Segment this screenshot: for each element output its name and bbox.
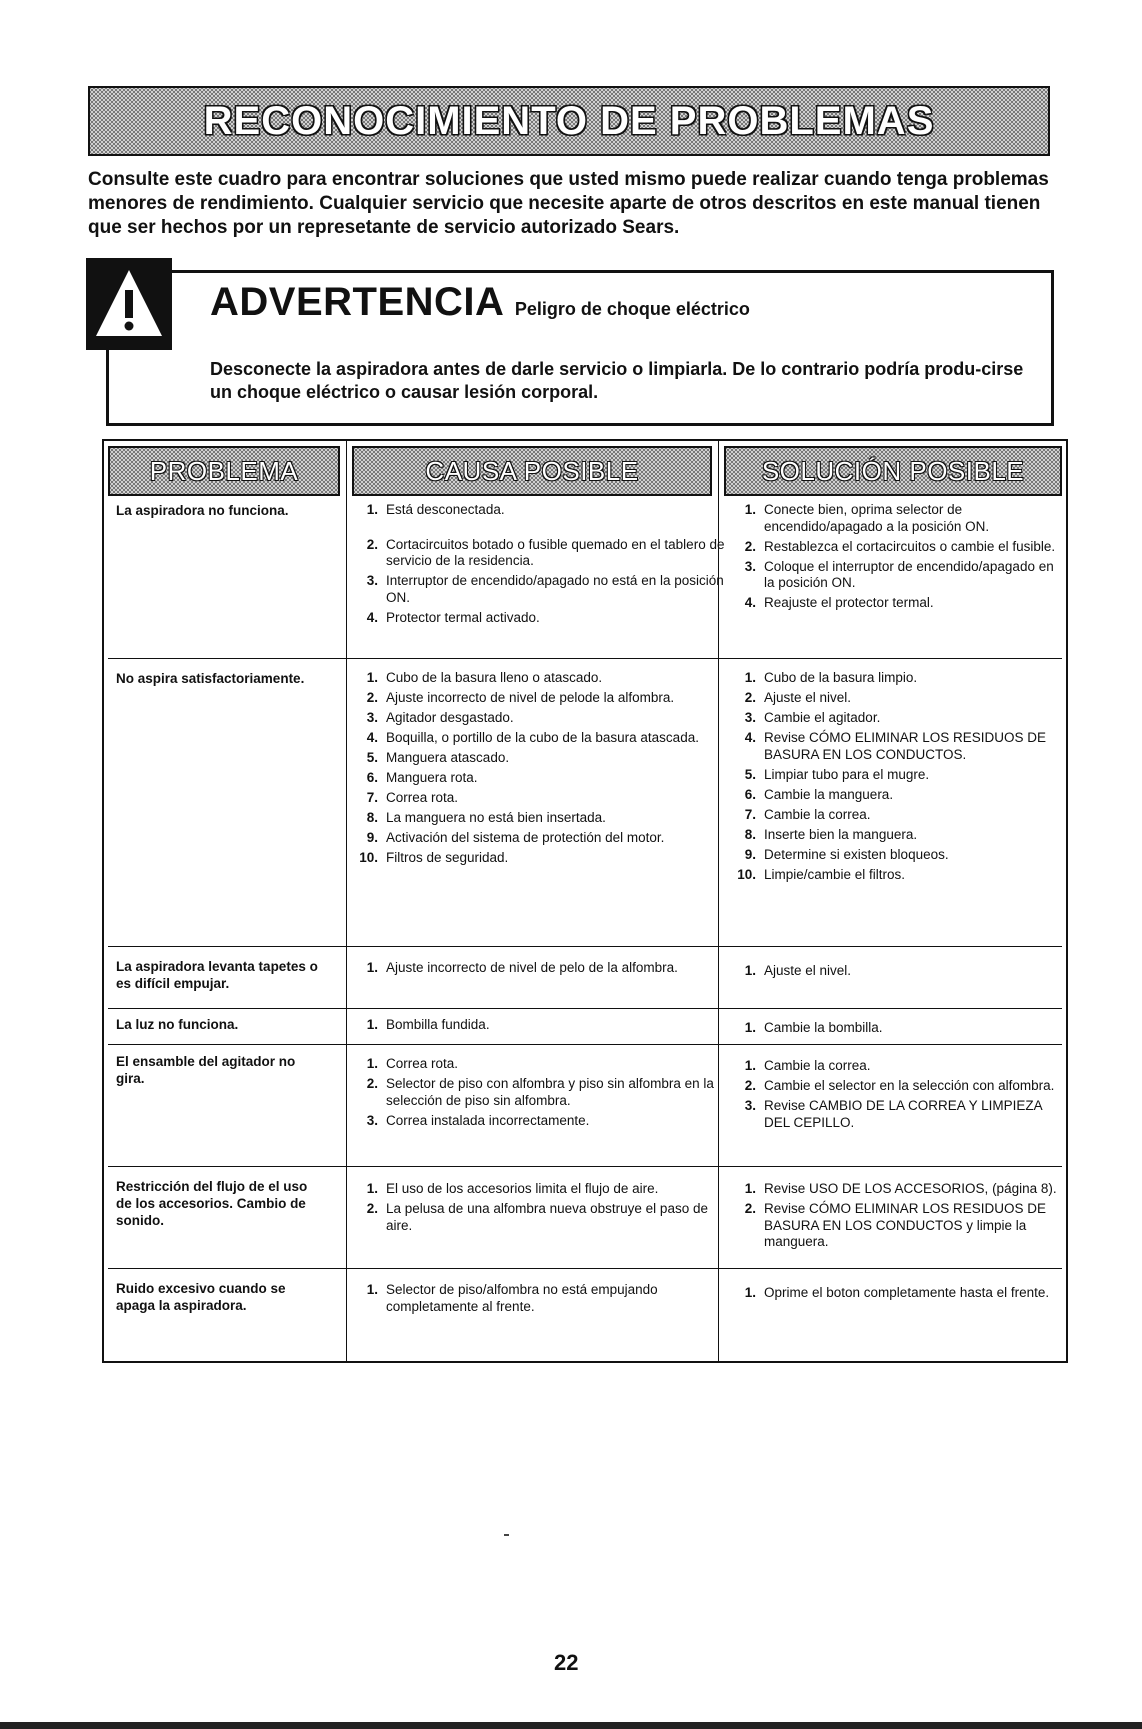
list-item: 7. Correa rota. — [366, 790, 459, 805]
column-divider — [346, 440, 347, 1362]
list-item: 5. Limpiar tubo para el mugre. — [744, 766, 930, 782]
page-number: 22 — [554, 1650, 579, 1675]
list-item: 1. Correa rota. — [366, 1056, 459, 1071]
solution-list — [730, 502, 1058, 615]
cause-list — [352, 1056, 728, 1133]
list-item: 1. Cambie la correa. — [744, 1058, 871, 1073]
solution-list — [730, 1020, 1058, 1040]
list-item: 2. La pelusa de una alfombra nueva obstruye el paso de aire. — [366, 1201, 708, 1233]
page-title: RECONOCIMIENTO DE PROBLEMAS — [203, 98, 935, 143]
problem-cell: El ensamble del agitador no gira. — [116, 1054, 296, 1086]
warning-heading — [210, 280, 750, 325]
list-item: 4. Boquilla, o portillo de la cubo de la basura atascada. — [366, 730, 699, 745]
list-item: 9. Determine si existen bloqueos. — [744, 846, 949, 862]
warning-icon — [86, 258, 172, 350]
solution-list — [730, 670, 1058, 887]
row-divider — [108, 658, 1062, 659]
header-solution: SOLUCIÓN POSIBLE — [724, 446, 1062, 496]
warning-text: Desconecte la aspiradora antes de darle servicio o limpiarla. De lo contrario podría produ-cirse un choque eléctrico o causar lesión corporal. — [210, 359, 1024, 402]
list-item: 2. Cortacircuitos botado o fusible quemado en el tablero de servicio de la residencia. — [366, 536, 725, 568]
problem-cell: No aspira satisfactoriamente. — [116, 671, 305, 686]
solution-list — [730, 1285, 1058, 1305]
list-item: 6. Cambie la manguera. — [744, 786, 894, 802]
list-item: 4. Protector termal activado. — [366, 609, 540, 625]
list-item: 8. Inserte bien la manguera. — [744, 826, 918, 842]
list-item: 5. Manguera atascado. — [366, 750, 510, 765]
problem-cell: La luz no funciona. — [116, 1017, 239, 1032]
list-item: 1. Ajuste el nivel. — [744, 963, 852, 978]
row-divider — [108, 946, 1062, 947]
scan-edge — [0, 1722, 1142, 1729]
list-item: 7. Cambie la correa. — [744, 806, 871, 822]
cause-list — [352, 1017, 728, 1037]
problem-cell: Restricción del flujo de el uso de los accesorios. Cambio de sonido. — [116, 1179, 308, 1228]
solution-list — [730, 1181, 1058, 1254]
list-item: 3. Coloque el interruptor de encendido/apagado en la posición ON. — [744, 558, 1054, 590]
list-item: 2. Revise CÓMO ELIMINAR LOS RESIDUOS DE BASURA EN LOS CONDUCTOS y limpie la manguera. — [744, 1201, 1047, 1249]
cause-list — [352, 960, 728, 980]
list-item: 1. Cubo de la basura limpio. — [744, 670, 918, 685]
list-item: 3. Correa instalada incorrectamente. — [366, 1112, 590, 1128]
warning-title: ADVERTENCIA — [210, 280, 505, 324]
list-item: 6. Manguera rota. — [366, 770, 478, 785]
row-divider — [108, 1008, 1062, 1009]
intro-paragraph: Consulte este cuadro para encontrar soluciones que usted mismo puede realizar cuando tenga problemas menores de rendimiento. Cualquier servicio que necesite aparte de otros descritos en este manual tienen que ser hechos por un represetante de servicio autorizado Sears. — [88, 169, 1049, 238]
solution-list — [730, 1058, 1058, 1135]
list-item: 1. Bombilla fundida. — [366, 1017, 490, 1032]
list-item: 1. Cubo de la basura lleno o atascado. — [366, 670, 603, 685]
list-item: 3. Interruptor de encendido/apagado no está en la posición ON. — [366, 573, 724, 605]
list-item: 2. Restablezca el cortacircuitos o cambie el fusible. — [744, 538, 1056, 554]
list-item: 1. Cambie la bombilla. — [744, 1020, 883, 1035]
list-item: 1. Selector de piso/alfombra no está empujando completamente al frente. — [366, 1282, 658, 1314]
header-problem: PROBLEMA — [108, 446, 340, 496]
list-item: 9. Activación del sistema de protectión del motor. — [366, 830, 665, 845]
list-item: 2. Selector de piso con alfombra y piso sin alfombra en la selección de piso sin alfombra. — [366, 1076, 714, 1108]
problem-cell: Ruido excesivo cuando se apaga la aspiradora. — [116, 1281, 286, 1313]
problem-cell: La aspiradora no funciona. — [116, 503, 289, 518]
list-item: 3. Revise CAMBIO DE LA CORREA Y LIMPIEZA DEL CEPILLO. — [744, 1098, 1042, 1130]
problem-cell: La aspiradora levanta tapetes o es difícil empujar. — [116, 959, 318, 991]
list-item: 1. Ajuste incorrecto de nivel de pelo de la alfombra. — [366, 960, 678, 975]
cause-list — [352, 670, 728, 870]
row-divider — [108, 1166, 1062, 1167]
list-item: 8. La manguera no está bien insertada. — [366, 810, 606, 825]
list-item: 4. Reajuste el protector termal. — [744, 595, 934, 610]
list-item: 10. Limpie/cambie el filtros. — [737, 866, 906, 882]
list-item: 1. Oprime el boton completamente hasta el frente. — [744, 1285, 1050, 1300]
list-item: 2. Cambie el selector en la selección con alfombra. — [744, 1078, 1055, 1093]
list-item: 1. Revise USO DE LOS ACCESORIOS, (página 8). — [744, 1181, 1057, 1196]
solution-list — [730, 963, 1058, 983]
cause-list — [352, 1181, 728, 1238]
print-speck — [504, 1534, 509, 1536]
row-divider — [108, 1044, 1062, 1045]
row-divider — [108, 1268, 1062, 1269]
list-item: 1. Conecte bien, oprima selector de encendido/apagado a la posición ON. — [744, 502, 990, 534]
list-item: 1. El uso de los accesorios limita el flujo de aire. — [366, 1181, 659, 1196]
header-cause: CAUSA POSIBLE — [352, 446, 712, 496]
list-item: 4. Revise CÓMO ELIMINAR LOS RESIDUOS DE BASURA EN LOS CONDUCTOS. — [744, 730, 1047, 762]
list-item: 3. Agitador desgastado. — [366, 710, 514, 725]
list-item: 3. Cambie el agitador. — [744, 710, 881, 725]
cause-list — [352, 1282, 728, 1319]
title-banner — [88, 86, 1050, 156]
list-item: 2. Ajuste incorrecto de nivel de pelode la alfombra. — [366, 690, 675, 705]
list-item: 2. Ajuste el nivel. — [744, 690, 852, 705]
warning-subtitle: Peligro de choque eléctrico — [514, 299, 750, 319]
cause-list — [352, 502, 728, 630]
list-item: 1. Está desconectada. — [366, 502, 505, 517]
list-item: 10. Filtros de seguridad. — [359, 850, 509, 865]
